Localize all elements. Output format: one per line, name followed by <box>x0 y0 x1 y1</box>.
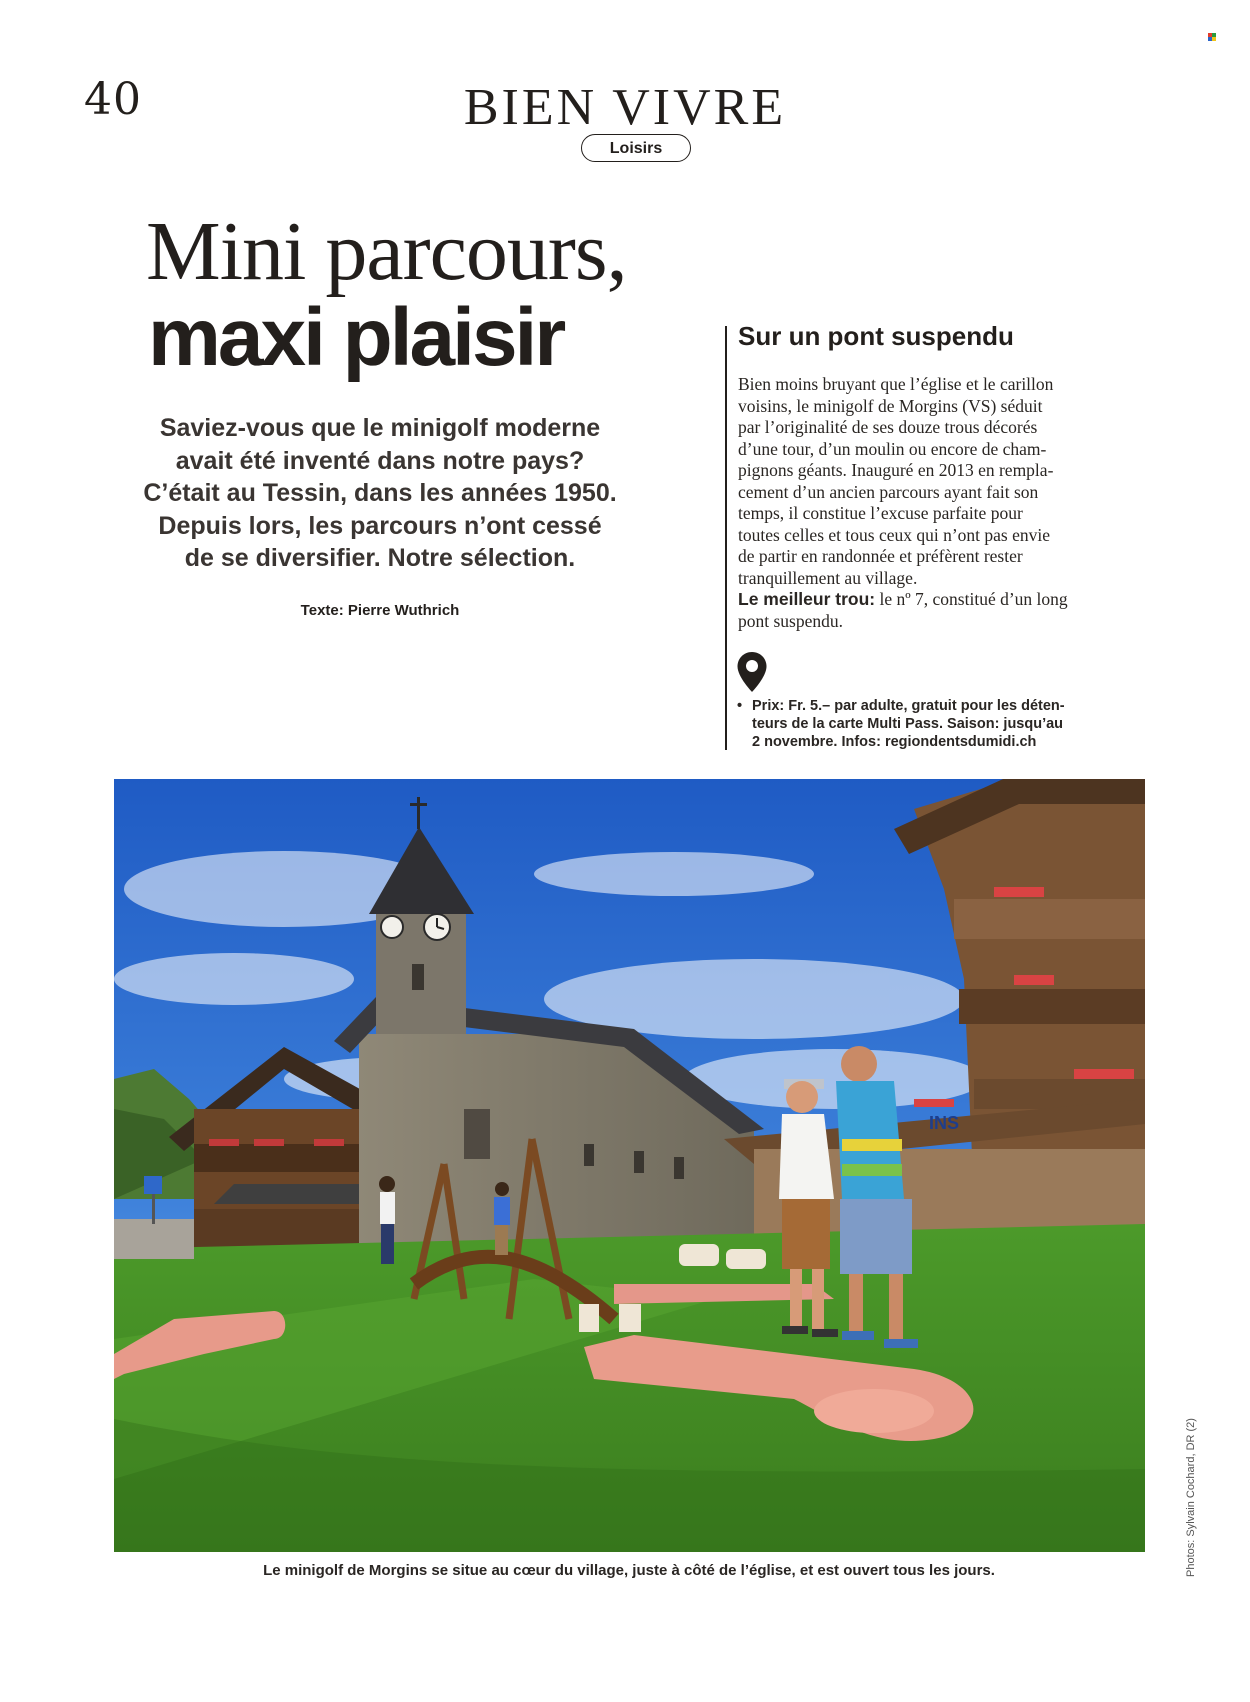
intro-line: de se diversifier. Notre sélection. <box>184 544 576 572</box>
intro-paragraph <box>130 412 630 575</box>
sidebar-line: cement d’un ancien parcours ayant fait son <box>738 481 1039 502</box>
sidebar-line: par l’originalité de ses douze trous décorés <box>738 417 1038 437</box>
best-hole-line-2: pont suspendu. <box>738 610 843 631</box>
best-hole-line <box>738 589 1098 611</box>
sidebar-line: Bien moins bruyant que l’église et le carillon <box>738 374 1054 394</box>
info-line: teurs de la carte Multi Pass. Saison: jusqu’au <box>752 716 1064 732</box>
sidebar-line: de partir en randonnée et préfèrent rester <box>738 546 1023 566</box>
sidebar-rule <box>725 326 727 750</box>
intro-line: Saviez-vous que le minigolf moderne <box>159 414 601 442</box>
location-pin-icon <box>736 651 768 693</box>
page-number: 40 <box>84 74 142 125</box>
sidebar-body <box>738 374 1098 632</box>
intro-line: C’était au Tessin, dans les années 1950. <box>143 479 617 507</box>
sidebar-line: temps, il constitue l’excuse parfaite pour <box>738 503 1023 523</box>
sidebar-line: tranquillement au village. <box>738 567 918 588</box>
sidebar-line: voisins, le minigolf de Morgins (VS) séduit <box>738 395 1043 416</box>
intro-line: avait été inventé dans notre pays? <box>175 446 585 475</box>
sidebar-line: pignons géants. Inauguré en 2013 en rempla- <box>738 460 1054 480</box>
practical-info <box>737 697 1077 751</box>
info-line: 2 novembre. Infos: regiondentsdumidi.ch <box>752 734 1037 750</box>
section-title: BIEN VIVRE <box>463 79 787 136</box>
intro-line: Depuis lors, les parcours n’ont cessé <box>158 511 602 540</box>
sidebar-line: d’une tour, d’un moulin ou encore de cham- <box>738 438 1047 459</box>
section-tag: Loisirs <box>581 134 691 162</box>
shop-sign: INS <box>929 1113 960 1133</box>
best-hole-text: le nº 7, constitué d’un long <box>875 589 1068 609</box>
info-line: Prix: Fr. 5.– par adulte, gratuit pour les déten- <box>752 698 1065 714</box>
headline-line-1: Mini parcours, <box>146 205 627 298</box>
best-hole-label: Le meilleur trou: <box>738 589 876 609</box>
sidebar-line: toutes celles et tous ceux qui n’ont pas envie <box>738 524 1051 545</box>
byline: Texte: Pierre Wuthrich <box>300 602 460 619</box>
info-bullet: • <box>737 698 743 714</box>
photo-caption: Le minigolf de Morgins se situe au cœur du village, juste à côté de l’église, et est ouvert tous les jours. <box>263 1562 995 1579</box>
minigolf-photo <box>114 779 1145 1552</box>
headline-line-2: maxi plaisir <box>148 292 564 383</box>
printer-color-mark <box>1208 33 1216 41</box>
photo-credit: Photos: Sylvain Cochard, DR (2) <box>1185 1418 1197 1577</box>
sidebar-title: Sur un pont suspendu <box>738 321 1014 351</box>
